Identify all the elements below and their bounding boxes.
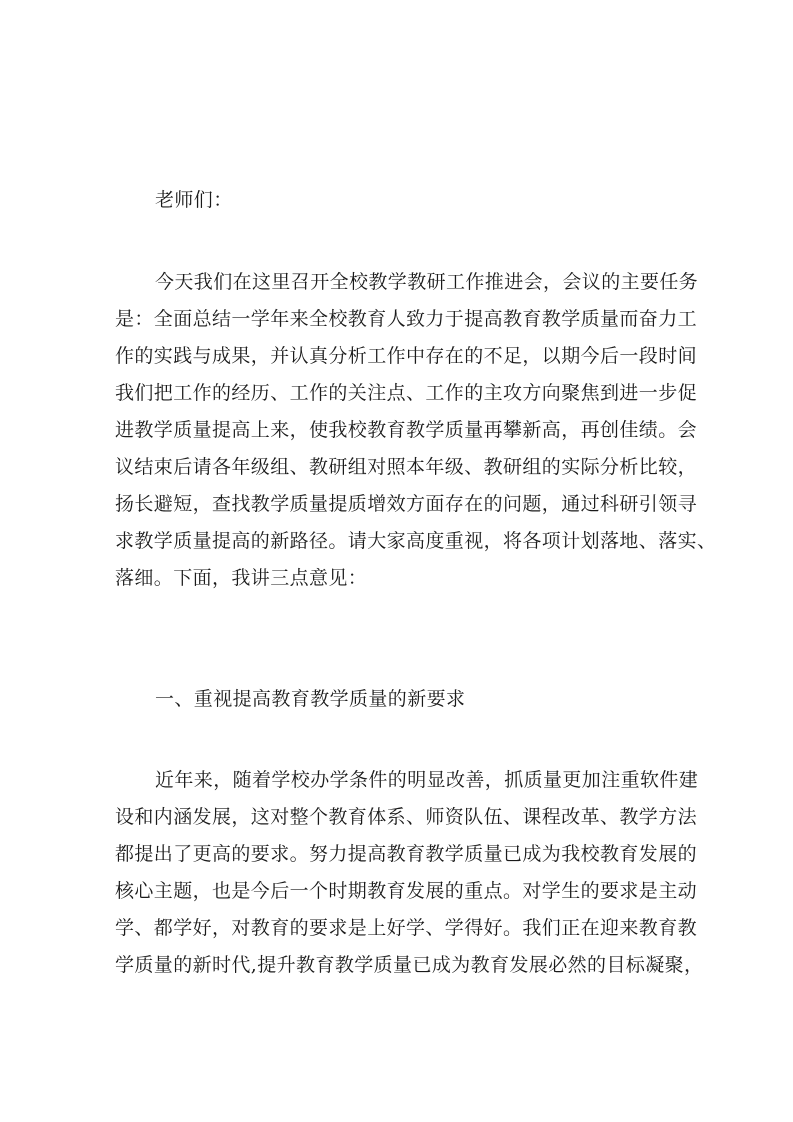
paragraph-line: 扬长避短，查找教学质量提质增效方面存在的问题，通过科研引领寻	[115, 493, 698, 515]
paragraph-line: 进教学质量提高上来，使我校教育教学质量再攀新高，再创佳绩。会	[115, 419, 698, 441]
section-heading: 一、重视提高教育教学质量的新要求	[155, 688, 466, 710]
paragraph-line: 落细。下面，我讲三点意见：	[115, 567, 368, 589]
paragraph-line: 求教学质量提高的新路径。请大家高度重视，将各项计划落地、落实、	[115, 530, 717, 552]
paragraph-line: 议结束后请各年级组、教研组对照本年级、教研组的实际分析比较，	[115, 456, 698, 478]
paragraph-line: 今天我们在这里召开全校教学教研工作推进会，会议的主要任务	[155, 271, 699, 293]
paragraph-line: 我们把工作的经历、工作的关注点、工作的主攻方向聚焦到进一步促	[115, 382, 698, 404]
paragraph-line: 设和内涵发展，这对整个教育体系、师资队伍、课程改革、教学方法	[115, 806, 698, 828]
paragraph-line: 都提出了更高的要求。努力提高教育教学质量已成为我校教育发展的	[115, 843, 698, 865]
paragraph-line: 近年来，随着学校办学条件的明显改善，抓质量更加注重软件建	[155, 769, 699, 791]
salutation: 老师们：	[155, 189, 233, 211]
paragraph-line: 作的实践与成果，并认真分析工作中存在的不足，以期今后一段时间	[115, 345, 698, 367]
paragraph-line: 学、都学好，对教育的要求是上好学、学得好。我们正在迎来教育教	[115, 917, 698, 939]
paragraph-line: 是：全面总结一学年来全校教育人致力于提高教育教学质量而奋力工	[115, 308, 698, 330]
paragraph-line: 学质量的新时代,提升教育教学质量已成为教育发展必然的目标凝聚，	[115, 954, 704, 976]
paragraph-line: 核心主题，也是今后一个时期教育发展的重点。对学生的要求是主动	[115, 880, 698, 902]
